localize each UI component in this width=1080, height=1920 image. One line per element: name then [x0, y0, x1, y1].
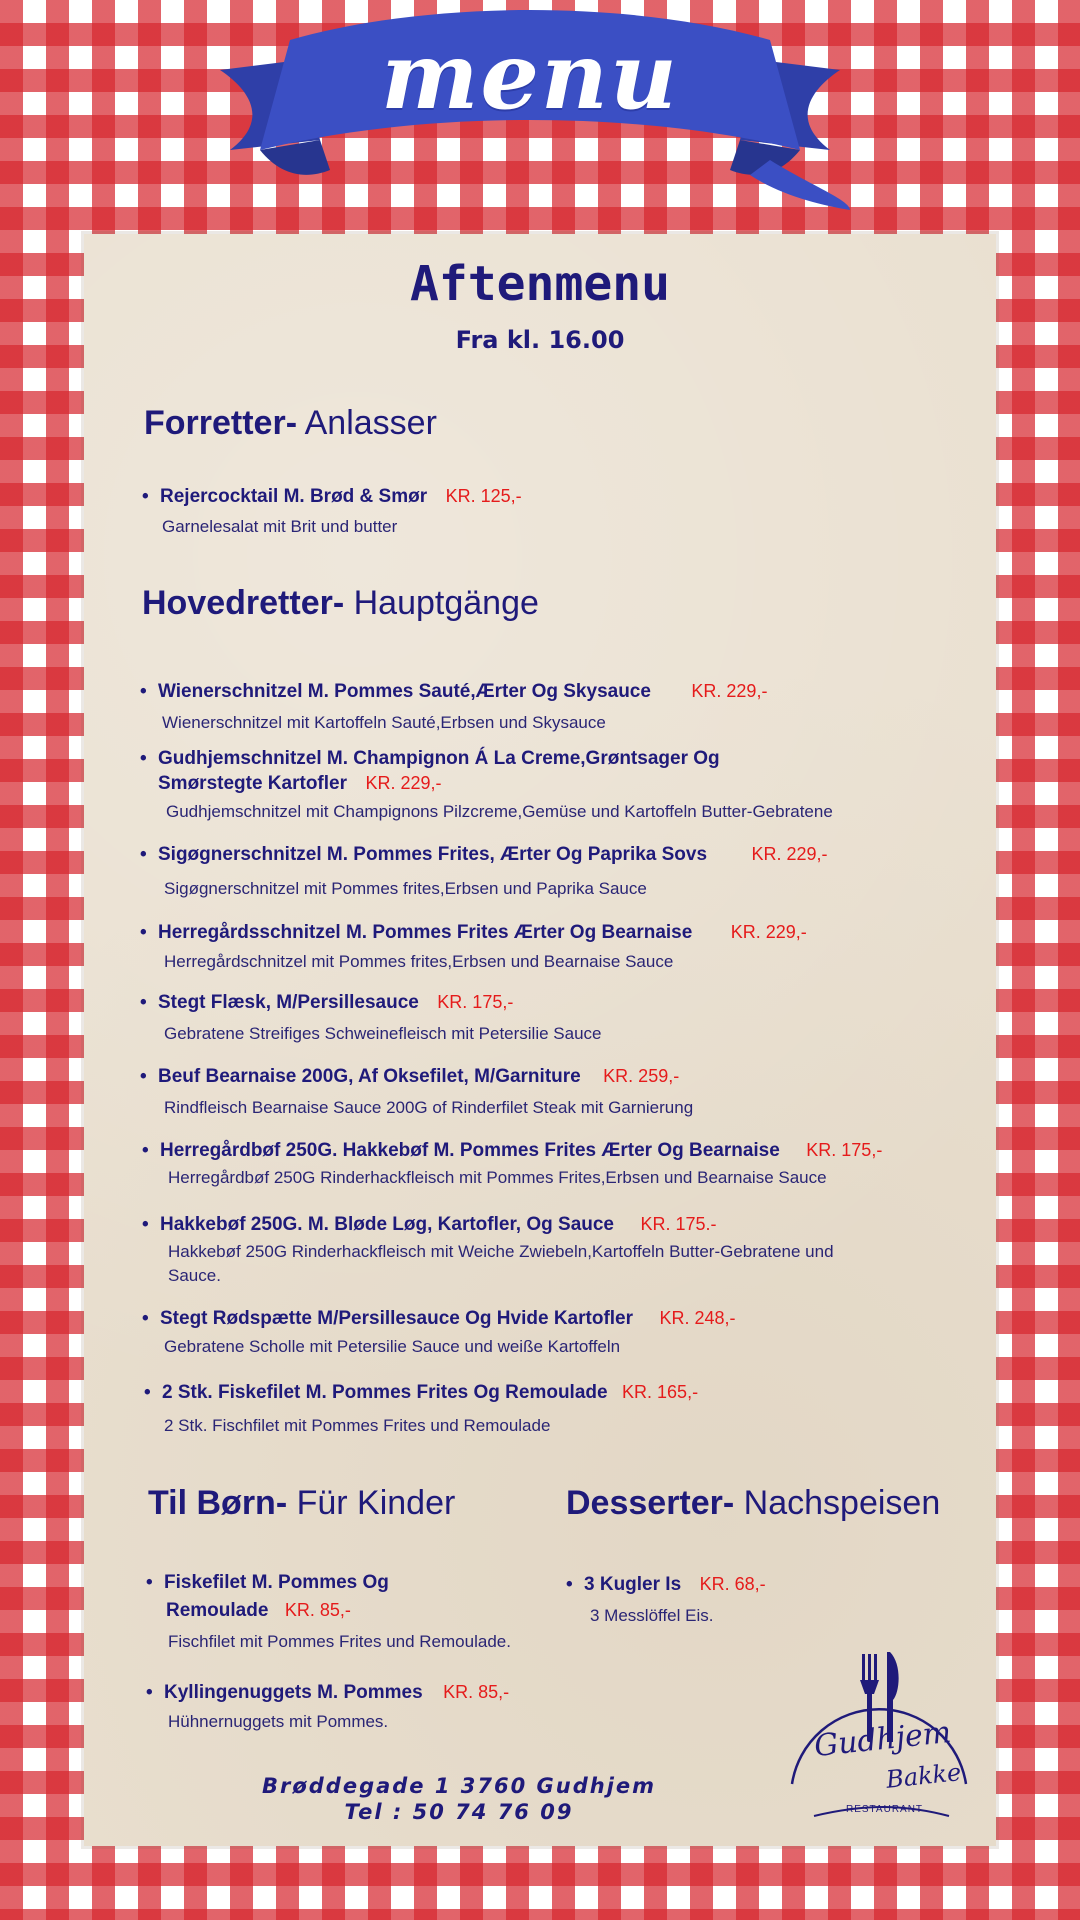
item-price: KR. 229,- [730, 922, 807, 942]
address-line: Brøddegade 1 3760 Gudhjem [261, 1774, 657, 1798]
item-description: Hühnernuggets mit Pommes. [168, 1712, 389, 1731]
section-subtitle: Anlasser [304, 404, 437, 442]
logo-text: Bakke [884, 1758, 963, 1794]
page-title: Aftenmenu [409, 256, 671, 312]
menu-item: • Stegt Flæsk, M/Persillesauce KR. 175,- [140, 992, 514, 1013]
item-price: KR. 229,- [691, 681, 768, 701]
item-description: Rindfleisch Bearnaise Sauce 200G of Rinderfilet Steak mit Garnierung [164, 1098, 694, 1117]
menu-item-line2: Remoulade KR. 85,- [166, 1600, 351, 1621]
section-title: Til Børn- [148, 1484, 288, 1522]
item-description: Herregårdbøf 250G Rinderhackfleisch mit Pommes Frites,Erbsen und Bearnaise Sauce [168, 1168, 827, 1187]
item-price: KR. 125,- [445, 486, 522, 506]
item-price: KR. 175.- [640, 1214, 717, 1234]
section-title: Hovedretter- [142, 584, 345, 622]
page-subtitle: Fra kl. 16.00 [455, 326, 625, 354]
item-description: Gebratene Streifiges Schweinefleisch mit Petersilie Sauce [164, 1024, 602, 1043]
banner-title: menu [381, 22, 679, 130]
item-price: KR. 68,- [699, 1574, 766, 1594]
item-price: KR. 229,- [751, 844, 828, 864]
menu-item: • Sigøgnerschnitzel M. Pommes Frites, Ærter Og Paprika Sovs KR. 229,- [140, 844, 828, 865]
item-description-line2: Sauce. [168, 1266, 221, 1285]
section-til-born [148, 1484, 455, 1523]
item-price: KR. 165,- [622, 1382, 699, 1402]
item-price: KR. 85,- [443, 1682, 510, 1702]
section-subtitle: Für Kinder [296, 1484, 456, 1522]
item-price: KR. 85,- [284, 1600, 351, 1620]
section-subtitle: Nachspeisen [743, 1484, 941, 1522]
section-title: Desserter- [566, 1484, 735, 1522]
menu-item: • Beuf Bearnaise 200G, Af Oksefilet, M/Garniture KR. 259,- [140, 1066, 680, 1087]
item-description: Gebratene Scholle mit Petersilie Sauce und weiße Kartoffeln [164, 1337, 621, 1356]
item-description: Garnelesalat mit Brit und butter [162, 517, 398, 536]
menu-item-line2: Smørstegte Kartofler KR. 229,- [158, 773, 442, 794]
item-description: Hakkebøf 250G Rinderhackfleisch mit Weiche Zwiebeln,Kartoffeln Butter-Gebratene und [168, 1242, 834, 1261]
section-forretter [144, 404, 437, 443]
item-description: Wienerschnitzel mit Kartoffeln Sauté,Erbsen und Skysauce [162, 713, 606, 732]
item-name: • Rejercocktail M. Brød & Smør [142, 486, 428, 507]
menu-paper [84, 234, 996, 1846]
phone-line: Tel : 50 74 76 09 [344, 1800, 574, 1824]
menu-item: • 3 Kugler Is KR. 68,- [566, 1574, 766, 1595]
section-title: Forretter- [144, 404, 298, 442]
logo-text: RESTAURANT [846, 1804, 924, 1815]
menu-item: • Hakkebøf 250G. M. Bløde Løg, Kartofler, Og Sauce KR. 175.- [142, 1214, 717, 1235]
logo-text: Gudhjem [812, 1714, 953, 1765]
item-price: KR. 229,- [365, 773, 442, 793]
item-description: Herregårdschnitzel mit Pommes frites,Erbsen und Bearnaise Sauce [164, 952, 674, 971]
item-description: Gudhjemschnitzel mit Champignons Pilzcreme,Gemüse und Kartoffeln Butter-Gebratene [166, 802, 833, 821]
menu-item: • Herregårdbøf 250G. Hakkebøf M. Pommes Frites Ærter Og Bearnaise KR. 175,- [142, 1140, 883, 1161]
item-description: 3 Messlöffel Eis. [590, 1606, 714, 1625]
section-subtitle: Hauptgänge [353, 584, 539, 622]
restaurant-logo [774, 1644, 984, 1834]
item-description: 2 Stk. Fischfilet mit Pommes Frites und Remoulade [164, 1416, 551, 1435]
menu-item: • Gudhjemschnitzel M. Champignon Á La Creme,Grøntsager Og [140, 748, 720, 769]
item-price: KR. 175,- [437, 992, 514, 1012]
menu-item: • Stegt Rødspætte M/Persillesauce Og Hvide Kartofler KR. 248,- [142, 1308, 736, 1329]
item-price: KR. 175,- [806, 1140, 883, 1160]
menu-item: • Wienerschnitzel M. Pommes Sauté,Ærter Og Skysauce KR. 229,- [140, 681, 768, 702]
menu-banner [210, 0, 850, 220]
menu-item: • Kyllingenuggets M. Pommes KR. 85,- [146, 1682, 510, 1703]
item-price: KR. 248,- [659, 1308, 736, 1328]
menu-item: • Herregårdsschnitzel M. Pommes Frites Ærter Og Bearnaise KR. 229,- [140, 922, 807, 943]
menu-item [142, 486, 522, 508]
item-price: KR. 259,- [603, 1066, 680, 1086]
menu-item: • 2 Stk. Fiskefilet M. Pommes Frites Og Remoulade KR. 165,- [144, 1382, 699, 1403]
section-desserter [566, 1484, 940, 1523]
menu-item: • Fiskefilet M. Pommes Og [146, 1572, 389, 1593]
item-description: Sigøgnerschnitzel mit Pommes frites,Erbsen und Paprika Sauce [164, 879, 647, 898]
item-description: Fischfilet mit Pommes Frites und Remoulade. [168, 1632, 511, 1651]
section-hovedretter [142, 584, 539, 623]
